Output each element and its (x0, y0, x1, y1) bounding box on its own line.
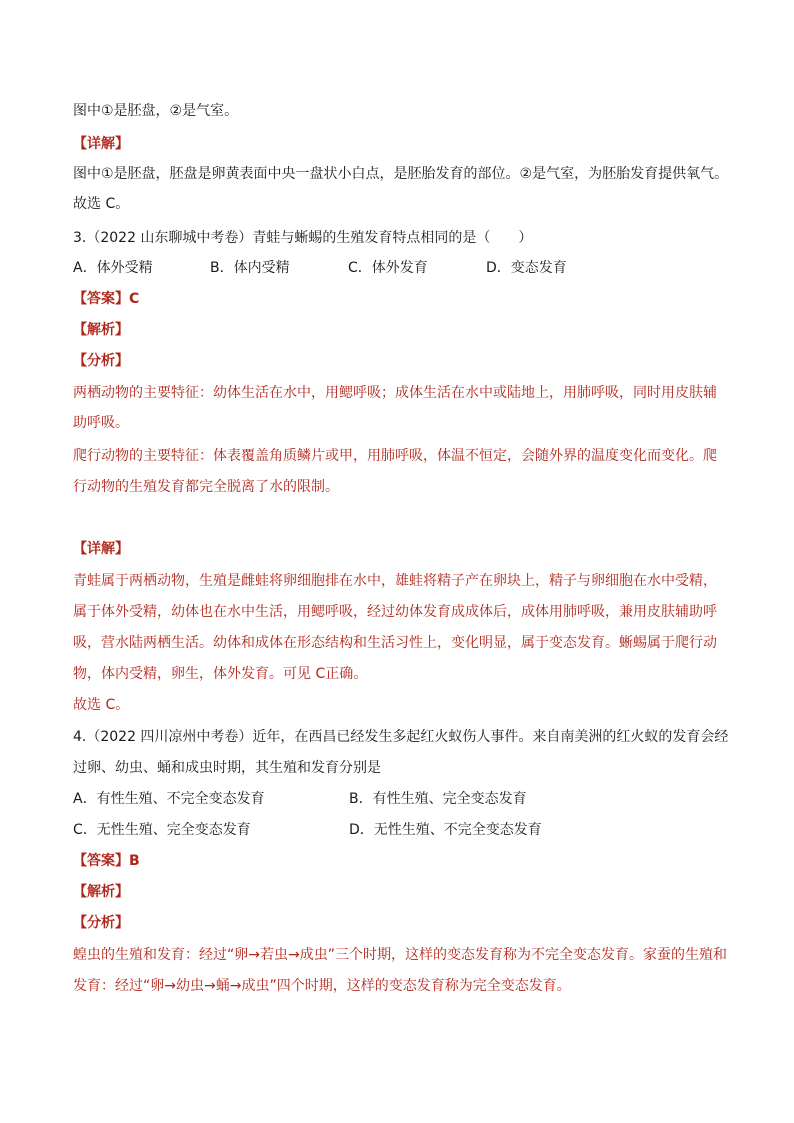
q4-answer-value: B (129, 853, 140, 869)
q3-fenxi-line: 两栖动物的主要特征：幼体生活在水中，用鳃呼吸；成体生活在水中或陆地上，用肺呼吸，同时用皮肤辅 (73, 385, 717, 401)
q3-option-d: D．变态发育 (486, 260, 567, 276)
q3-detail-line: 青蛙属于两栖动物，生殖是雌蛙将卵细胞排在水中，雄蛙将精子产在卵块上，精子与卵细胞在水中受精， (73, 573, 717, 589)
q3-detail-label: 【详解】 (73, 541, 129, 557)
q3-detail-line: 属于体外受精，幼体也在水中生活，用鳃呼吸，经过幼体发育成成体后，成体用肺呼吸，兼用皮肤辅助呼 (73, 604, 717, 620)
q4-stem-line: 4.（2022 四川凉州中考卷）近年，在西昌已经发生多起红火蚁伤人事件。来自南美洲的红火蚁的发育会经 (73, 729, 729, 745)
q3-detail-line: 吸，营水陆两栖生活。幼体和成体在形态结构和生活习性上，变化明显，属于变态发育。蜥蜴属于爬行动 (73, 635, 717, 651)
q2-detail-label: 【详解】 (73, 136, 129, 152)
q3-analysis-label: 【解析】 (73, 322, 129, 338)
q3-option-b: B．体内受精 (210, 260, 290, 276)
q3-answer-value: C (129, 291, 140, 307)
q3-fenxi-label: 【分析】 (73, 353, 129, 369)
q3-fenxi-line: 行动物的生殖发育都完全脱离了水的限制。 (73, 479, 339, 495)
q4-fenxi-label: 【分析】 (73, 915, 129, 931)
q2-choice: 故选 C。 (73, 196, 130, 212)
q4-option-d: D．无性生殖、不完全变态发育 (349, 822, 542, 838)
q3-answer (73, 289, 733, 309)
q3-stem: 3.（2022 山东聊城中考卷）青蛙与蜥蜴的生殖发育特点相同的是（ ） (73, 230, 533, 246)
q4-analysis-label: 【解析】 (73, 884, 129, 900)
q2-detail-line: 图中①是胚盘，胚盘是卵黄表面中央一盘状小白点，是胚胎发育的部位。②是气室，为胚胎发育提供氧气。 (73, 166, 729, 182)
q3-option-c: C．体外发育 (348, 260, 428, 276)
q3-option-a: A．体外受精 (73, 260, 153, 276)
q4-option-b: B．有性生殖、完全变态发育 (349, 791, 527, 807)
q3-fenxi-line: 爬行动物的主要特征：体表覆盖角质鳞片或甲，用肺呼吸，体温不恒定，会随外界的温度变化而变化。爬 (73, 448, 717, 464)
q4-fenxi-line: 发育：经过“卵→幼虫→蛹→成虫”四个时期，这样的变态发育称为完全变态发育。 (73, 978, 571, 994)
q3-detail-line: 物，体内受精，卵生，体外发育。可见 C正确。 (73, 666, 368, 682)
q4-stem-line: 过卵、幼虫、蛹和成虫时期，其生殖和发育分别是 (73, 760, 381, 776)
q3-answer-label: 【答案】 (73, 291, 129, 307)
q3-fenxi-line: 助呼吸。 (73, 415, 129, 431)
intro-line: 图中①是胚盘，②是气室。 (73, 103, 239, 119)
q3-choice: 故选 C。 (73, 697, 130, 713)
q4-answer-label: 【答案】 (73, 853, 129, 869)
q4-answer (73, 851, 733, 871)
q4-option-c: C．无性生殖、完全变态发育 (73, 822, 251, 838)
q4-option-a: A．有性生殖、不完全变态发育 (73, 791, 265, 807)
q4-fenxi-line: 蝗虫的生殖和发育：经过“卵→若虫→成虫”三个时期，这样的变态发育称为不完全变态发育。家蚕的生殖和 (73, 947, 727, 963)
